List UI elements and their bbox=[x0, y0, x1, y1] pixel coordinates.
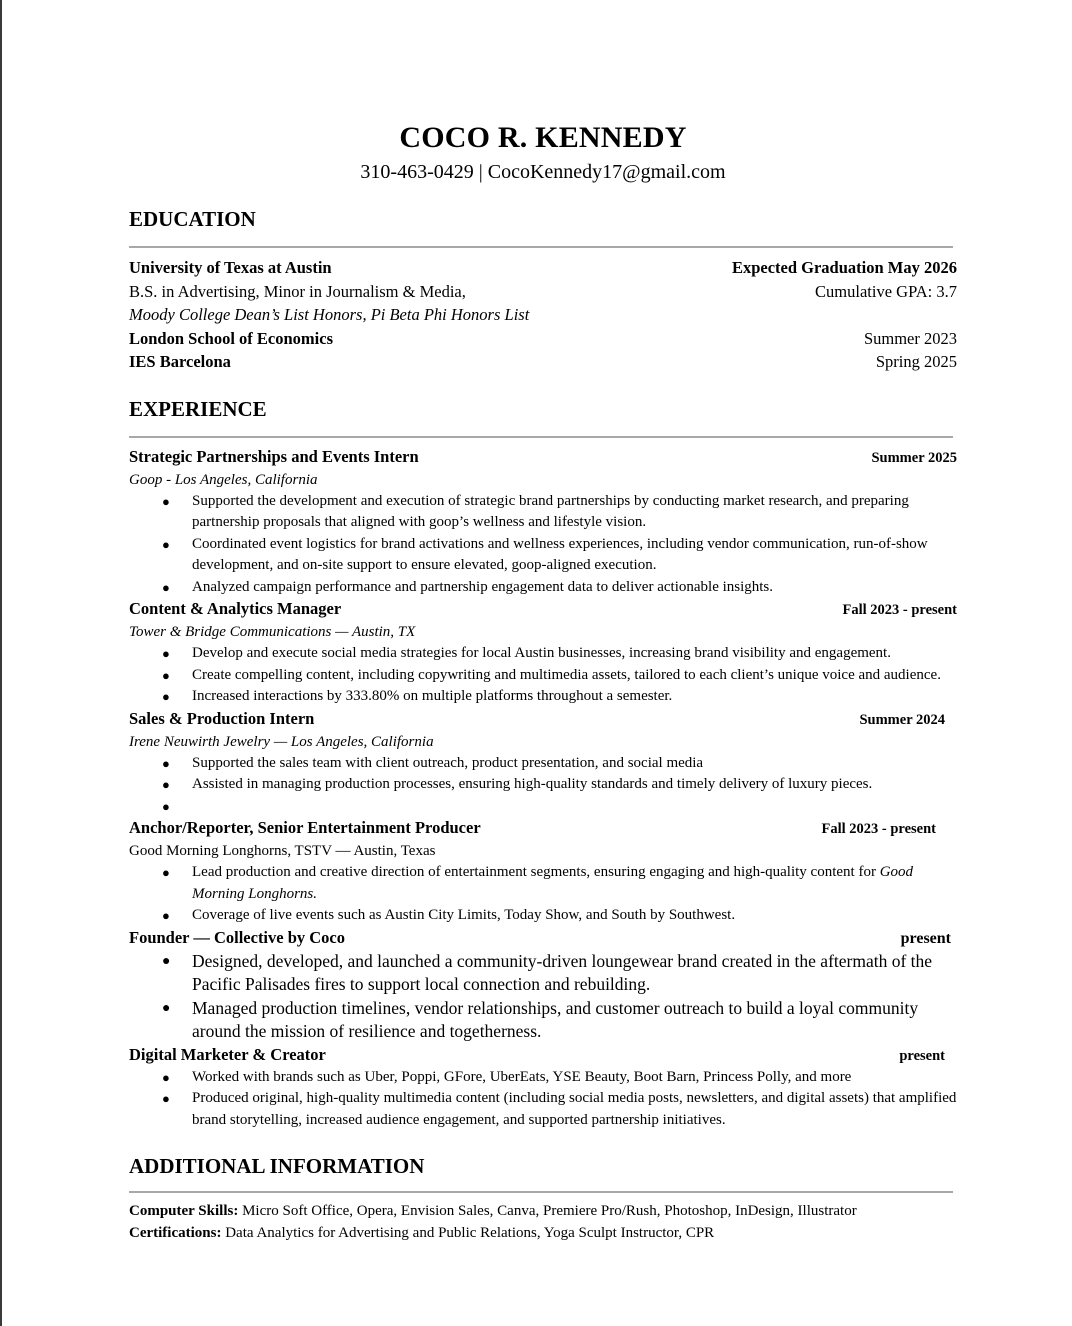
list-item bbox=[129, 796, 957, 818]
list-item: ● Designed, developed, and launched a community-driven loungewear brand created in the aftermath of the Pacific Palisades fires to support local connection and rebuilding. bbox=[162, 950, 933, 994]
school-name: IES Barcelona bbox=[129, 352, 231, 371]
job-title: Digital Marketer & Creator bbox=[129, 1044, 326, 1064]
job-bullets bbox=[129, 1067, 957, 1132]
job-bullets bbox=[129, 862, 957, 927]
job-title: Anchor/Reporter, Senior Entertainment Producer bbox=[129, 818, 481, 837]
computer-skills-line bbox=[129, 1201, 957, 1223]
education-entry-ut bbox=[129, 256, 957, 280]
job-bullets bbox=[129, 643, 957, 708]
list-item: ● Analyzed campaign performance and partnership engagement data to deliver actionable insights. bbox=[129, 577, 957, 599]
bullet-icon: ● bbox=[162, 908, 170, 923]
bullet-icon: ● bbox=[162, 493, 170, 509]
job-company: Good Morning Longhorns, TSTV — Austin, Texas bbox=[129, 843, 436, 859]
job-header-goop bbox=[129, 446, 957, 469]
job-bullets bbox=[129, 491, 957, 599]
school-date: Expected Graduation May 2026 bbox=[731, 258, 957, 277]
list-item: ● Produced original, high-quality multimedia content (including social media posts, newsletters, and digital assets) that amplified brand storytelling, increased audience engagement, and supported partnership initiatives. bbox=[162, 1090, 957, 1128]
honors-text: Moody College Dean’s List Honors, Pi Beta Phi Honors List bbox=[129, 305, 530, 324]
education-entry-ies bbox=[129, 350, 957, 374]
list-item: ● Worked with brands such as Uber, Poppi, GFore, UberEats, YSE Beauty, Boot Barn, Princess Polly, and more bbox=[129, 1067, 957, 1089]
certifications-label: Certifications: bbox=[129, 1224, 222, 1241]
page-left-edge bbox=[0, 0, 2, 1326]
job-title: Founder — Collective by Coco bbox=[129, 927, 346, 947]
candidate-name: COCO R. KENNEDY bbox=[399, 121, 687, 154]
school-date: Spring 2025 bbox=[875, 352, 957, 371]
skills-value: Micro Soft Office, Opera, Envision Sales, Canva, Premiere Pro/Rush, Photoshop, InDesign, Illustrator bbox=[238, 1203, 857, 1219]
bullet-icon: ● bbox=[162, 1000, 171, 1016]
bullet-icon: ● bbox=[162, 865, 170, 880]
list-item: ● Assisted in managing production processes, ensuring high-quality standards and timely delivery of luxury pieces. bbox=[129, 774, 957, 796]
list-item: ● Increased interactions by 333.80% on multiple platforms throughout a semester. bbox=[129, 686, 957, 708]
resume-document bbox=[129, 118, 957, 1244]
list-item: ● Develop and execute social media strategies for local Austin businesses, increasing brand visibility and engagement. bbox=[129, 643, 957, 665]
certifications-line bbox=[129, 1223, 957, 1245]
skills-label: Computer Skills: bbox=[129, 1203, 239, 1219]
job-date: Summer 2024 bbox=[859, 711, 945, 728]
job-header-tower-bridge bbox=[129, 598, 957, 621]
job-header-collective-by-coco bbox=[129, 927, 957, 950]
certifications-value: Data Analytics for Advertising and Public Relations, Yoga Sculpt Instructor, CPR bbox=[221, 1224, 715, 1241]
bullet-icon: ● bbox=[162, 777, 170, 792]
gpa-text: Cumulative GPA: 3.7 bbox=[815, 281, 957, 301]
education-degree-row bbox=[129, 280, 957, 304]
list-item: ● Lead production and creative direction of entertainment segments, ensuring engaging and high-quality content for Good Morning Longhorns. bbox=[162, 864, 914, 902]
job-bullets bbox=[129, 950, 957, 1044]
bullet-icon: ● bbox=[162, 667, 170, 683]
list-item: ● Coordinated event logistics for brand activations and wellness experiences, including vendor communication, run-of-show development, and on-site support to ensure elevated, goop-aligned execution. bbox=[162, 535, 928, 573]
bullet-icon: ● bbox=[162, 536, 170, 552]
list-item: ● Supported the sales team with client outreach, product presentation, and social media bbox=[129, 753, 957, 775]
school-name: University of Texas at Austin bbox=[129, 258, 332, 277]
additional-heading: ADDITIONAL INFORMATION bbox=[129, 1154, 425, 1178]
bullet-icon: ● bbox=[162, 646, 170, 661]
job-date: Fall 2023 - present bbox=[842, 602, 957, 618]
job-header-irene-neuwirth bbox=[129, 708, 957, 731]
job-title: Content & Analytics Manager bbox=[129, 599, 342, 618]
experience-divider bbox=[129, 436, 953, 438]
job-date: present bbox=[900, 929, 951, 947]
bullet-icon: ● bbox=[162, 1091, 170, 1106]
job-date: Fall 2023 - present bbox=[821, 821, 936, 837]
bullet-icon: ● bbox=[162, 579, 170, 595]
list-item: ● Supported the development and execution of strategic brand partnerships by conducting market research, and preparing partnership proposals that aligned with goop’s wellness and lifestyle vision. bbox=[162, 492, 909, 530]
job-header-digital-marketer bbox=[129, 1044, 957, 1067]
bullet-icon: ● bbox=[162, 953, 171, 969]
job-header-tstv bbox=[129, 817, 957, 840]
bullet-icon: ● bbox=[162, 689, 170, 704]
job-date: present bbox=[899, 1047, 945, 1064]
list-item: ● Managed production timelines, vendor relationships, and customer outreach to build a loyal community around the mission of resilience and togetherness. bbox=[162, 997, 919, 1041]
job-date: Summer 2025 bbox=[871, 449, 957, 466]
school-name: London School of Economics bbox=[129, 328, 333, 348]
job-company: Tower & Bridge Communications — Austin, TX bbox=[129, 624, 416, 640]
education-heading: EDUCATION bbox=[129, 207, 256, 231]
job-company: Irene Neuwirth Jewelry — Los Angeles, California bbox=[129, 733, 434, 750]
bullet-icon: ● bbox=[162, 755, 170, 771]
education-honors-row bbox=[129, 303, 957, 327]
education-entry-lse bbox=[129, 327, 957, 351]
experience-heading: EXPERIENCE bbox=[129, 396, 267, 421]
job-company: Goop - Los Angeles, California bbox=[129, 471, 318, 488]
education-divider bbox=[129, 246, 953, 248]
list-item: ● Create compelling content, including copywriting and multimedia assets, tailored to each client’s unique voice and audience. bbox=[129, 665, 957, 687]
bullet-icon: ● bbox=[162, 798, 170, 814]
job-bullets bbox=[129, 753, 957, 818]
degree-text: B.S. in Advertising, Minor in Journalism & Media, bbox=[129, 281, 466, 301]
list-item: ● Coverage of live events such as Austin City Limits, Today Show, and South by Southwest. bbox=[129, 905, 957, 927]
job-title: Sales & Production Intern bbox=[129, 708, 315, 728]
additional-divider bbox=[129, 1191, 953, 1193]
school-date: Summer 2023 bbox=[863, 328, 957, 348]
bullet-icon: ● bbox=[162, 1069, 170, 1085]
contact-line: 310-463-0429 | CocoKennedy17@gmail.com bbox=[360, 161, 726, 183]
job-title: Strategic Partnerships and Events Intern bbox=[129, 446, 419, 466]
